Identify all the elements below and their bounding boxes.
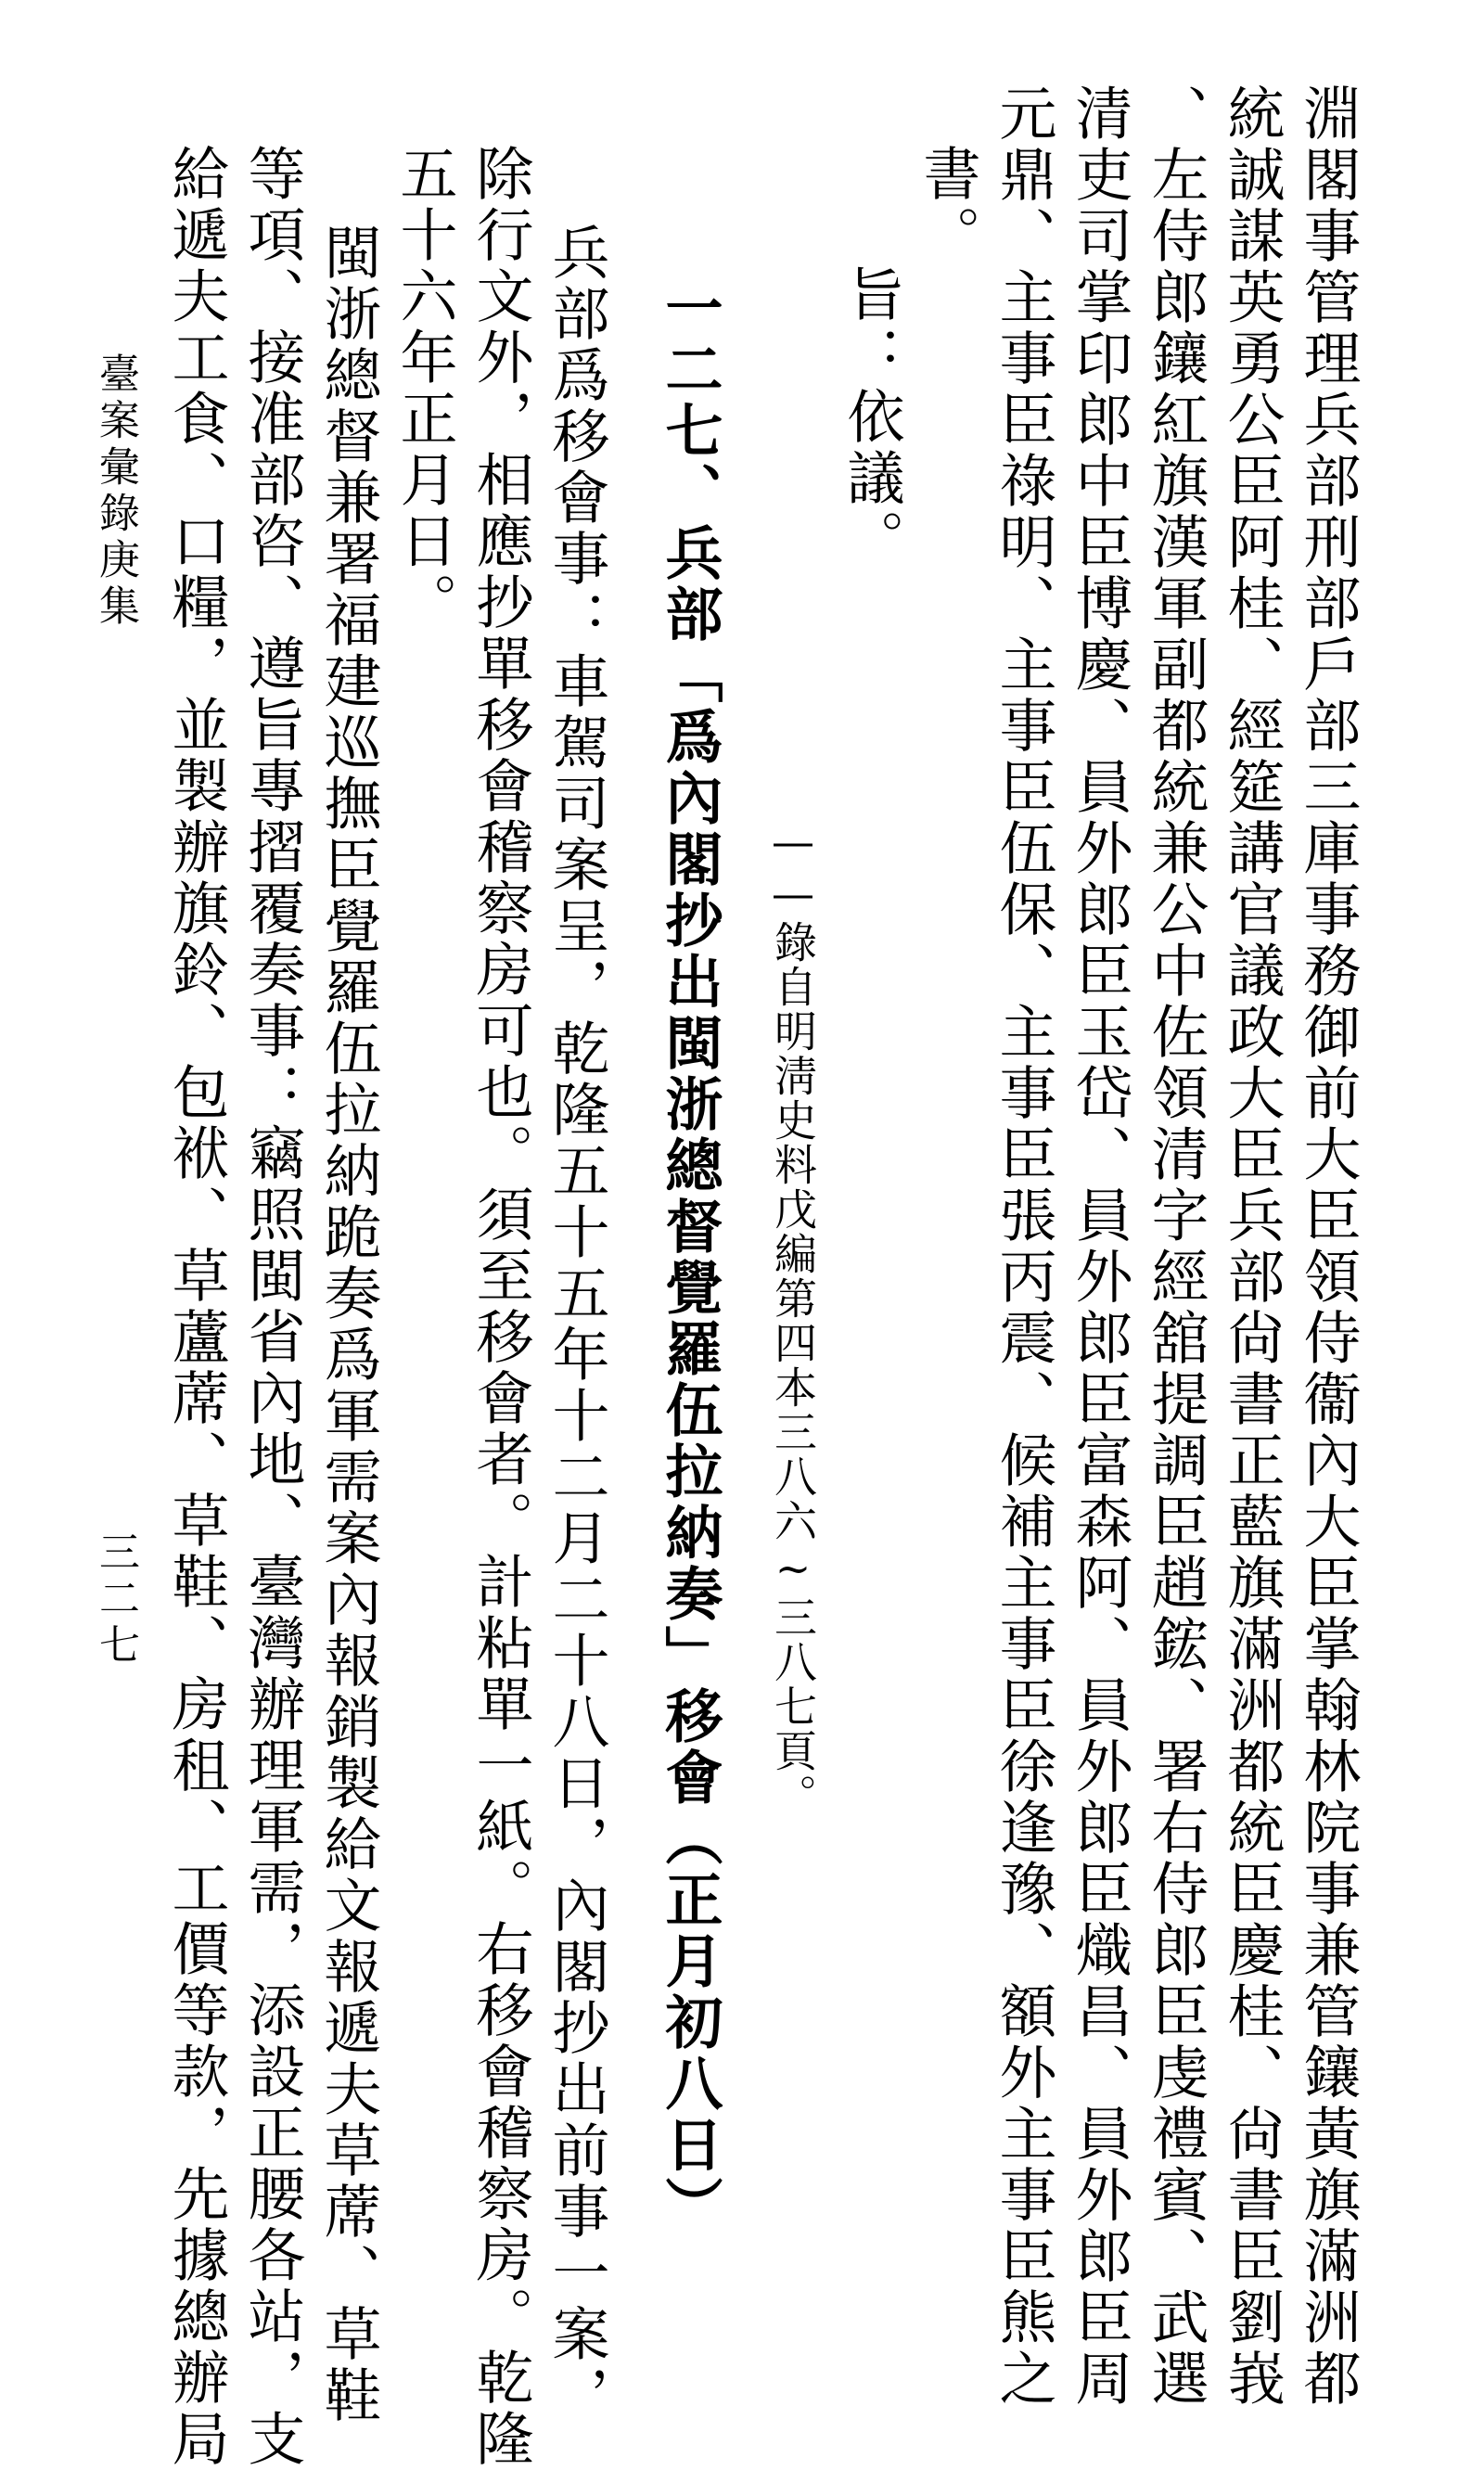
page-number: 三二七 xyxy=(92,1530,139,1670)
text-column-9: 五十六年正月日。 xyxy=(390,144,458,633)
text-column-12: 給遞夫工食、口糧，並製辦旗鈴、包袱、草蘆蓆、草鞋、房租、工價等款，先據總辦局 xyxy=(162,144,230,2470)
section-heading: 一二七、兵部「爲內閣抄出閩浙總督覺羅伍拉納奏」移會（正月初八日） xyxy=(656,278,723,2237)
text-column-5: 元鼎、主事臣祿明、主事臣伍保、主事臣張丙震、候補主事臣徐逢豫、額外主事臣熊之 xyxy=(990,83,1057,2410)
text-column-10: 閩浙總督兼署福建巡撫臣覺羅伍拉納跪奏爲軍需案內報銷製給文報遞夫草蓆、草鞋 xyxy=(314,223,382,2426)
text-column-1: 淵閣事管理兵部刑部戶部三庫事務御前大臣領侍衞內大臣掌翰林院事兼管鑲黃旗滿洲都 xyxy=(1294,83,1362,2410)
edict-line: 旨：依議。 xyxy=(838,264,905,570)
text-column-8: 除行文外，相應抄單移會稽察房可也。須至移會者。計粘單一紙。右移會稽察房。乾隆 xyxy=(467,144,534,2470)
text-column-6: 書。 xyxy=(914,144,981,266)
text-column-7: 兵部爲移會事：車駕司案呈，乾隆五十五年十二月二十八日，內閣抄出前事一案， xyxy=(543,223,610,2426)
text-column-11: 等項、接准部咨、遵旨專摺覆奏事：竊照閩省內地、臺灣辦理軍需，添設正腰各站，支 xyxy=(238,144,306,2470)
book-title: 臺案彙錄庚集 xyxy=(92,352,139,631)
text-column-2: 統誠謀英勇公臣阿桂、經筵講官議政大臣兵部尙書正藍旗滿洲都統臣慶桂、尙書臣劉峩 xyxy=(1218,83,1286,2410)
source-citation: ——錄自明淸史料戊編第四本三八六~三八七頁。 xyxy=(768,816,818,1818)
text-column-3: 、左侍郎鑲紅旗漢軍副都統兼公中佐領清字經舘提調臣趙鋐、署右侍郎臣虔禮賓、武選 xyxy=(1142,83,1209,2410)
text-column-4: 清吏司掌印郎中臣博慶、員外郎臣玉岱、員外郎臣富森阿、員外郎臣熾昌、員外郎臣周 xyxy=(1066,83,1133,2410)
